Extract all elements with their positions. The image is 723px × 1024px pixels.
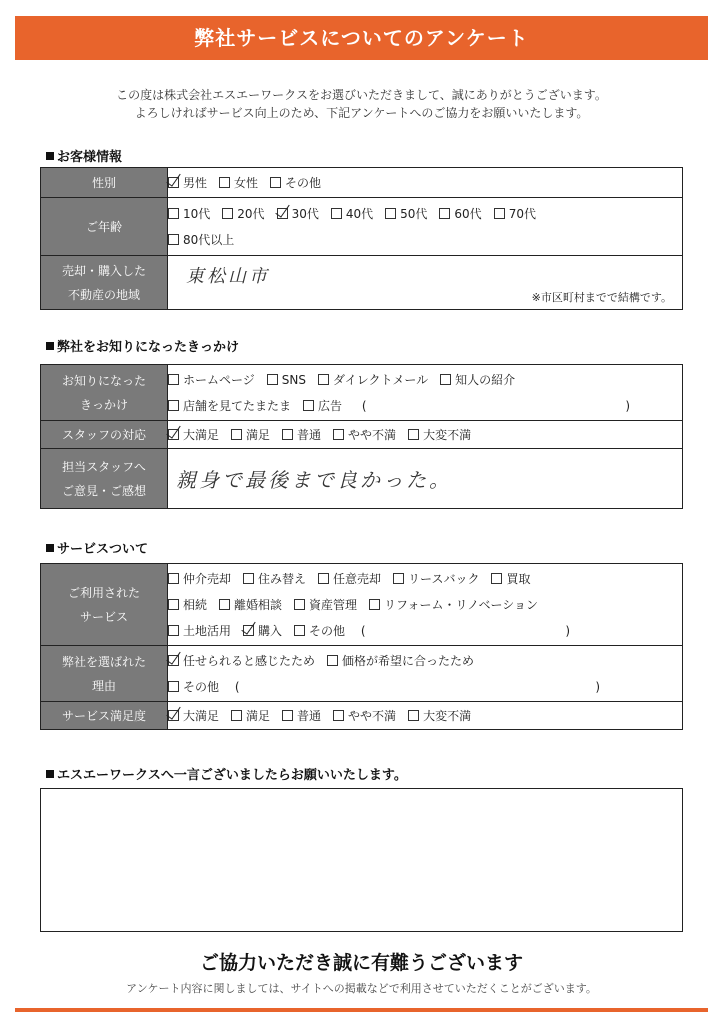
option-label: 30代 <box>291 206 319 221</box>
footnote-text: アンケート内容に関しましては、サイトへの掲載などで利用させていただくことがございます。 <box>126 982 597 995</box>
intro-text <box>40 86 683 122</box>
section-title-comment: エスエーワークスへ一言ございましたらお願いいたします。 <box>46 764 407 783</box>
option-label: 土地活用 <box>183 623 232 638</box>
staff-options <box>168 422 682 448</box>
used-options <box>168 566 682 592</box>
option-item[interactable] <box>333 422 396 448</box>
age-options-2 <box>168 227 682 253</box>
checkbox-icon[interactable] <box>408 710 419 721</box>
option-label: 任せられると感じたため <box>183 653 316 668</box>
checkbox-icon[interactable] <box>222 208 233 219</box>
option-item[interactable] <box>393 566 479 592</box>
page-title: 弊社サービスについてのアンケート <box>15 16 708 60</box>
option-item[interactable] <box>168 393 291 419</box>
option-label: 知人の紹介 <box>455 372 516 387</box>
checkbox-icon[interactable] <box>168 208 179 219</box>
age-options <box>168 201 682 227</box>
checkbox-icon[interactable] <box>303 400 314 411</box>
checkbox-icon[interactable] <box>393 573 404 584</box>
option-item[interactable] <box>168 618 231 644</box>
option-item[interactable] <box>168 170 207 196</box>
option-label: 広告 <box>318 398 343 413</box>
used-options-2 <box>168 592 682 618</box>
checkbox-icon[interactable] <box>333 710 344 721</box>
checkbox-icon[interactable] <box>168 681 179 692</box>
checkbox-icon[interactable] <box>231 429 242 440</box>
checkbox-icon[interactable] <box>270 177 281 188</box>
square-bullet-icon <box>46 544 54 552</box>
option-item[interactable] <box>277 201 319 227</box>
option-label: 20代 <box>237 206 265 221</box>
option-item[interactable] <box>331 201 373 227</box>
option-item[interactable] <box>219 592 282 618</box>
option-label: 男性 <box>183 175 208 190</box>
option-item[interactable] <box>333 703 396 729</box>
option-item[interactable] <box>294 592 357 618</box>
option-label: 大変不満 <box>423 708 472 723</box>
used-label: ご利用された サービス <box>41 564 168 646</box>
option-item[interactable] <box>408 422 471 448</box>
option-item[interactable] <box>270 170 321 196</box>
option-label: その他 <box>309 623 346 638</box>
reason-options-2 <box>168 674 682 700</box>
option-label: やや不満 <box>348 708 397 723</box>
checkbox-icon[interactable] <box>168 400 179 411</box>
checkbox-icon[interactable] <box>331 208 342 219</box>
used-options-3 <box>168 618 682 644</box>
how-paren-open: ( <box>361 398 367 413</box>
option-item[interactable] <box>168 201 210 227</box>
reason-paren-open: ( <box>234 679 240 694</box>
checkbox-icon[interactable] <box>231 710 242 721</box>
checkbox-icon[interactable] <box>318 573 329 584</box>
option-label: リースバック <box>408 571 480 586</box>
satisfaction-options <box>168 703 682 729</box>
checkbox-icon[interactable] <box>282 710 293 721</box>
option-item[interactable] <box>168 592 207 618</box>
option-label: SNS <box>281 372 306 387</box>
option-item[interactable] <box>168 674 219 700</box>
option-label: 普通 <box>297 708 322 723</box>
service-table <box>40 563 683 730</box>
reason-paren-close: ) <box>595 679 601 694</box>
option-label: 購入 <box>258 623 283 638</box>
thanks-text: ご協力いただき誠に有難うございます <box>199 952 523 974</box>
option-label: 大満足 <box>183 708 220 723</box>
square-bullet-icon <box>46 770 54 778</box>
option-item[interactable] <box>303 393 342 419</box>
intro-line-2: よろしければサービス向上のため、下記アンケートへのご協力をお願いいたします。 <box>134 106 589 120</box>
trigger-table <box>40 364 683 509</box>
how-options-2 <box>168 393 682 419</box>
option-item[interactable] <box>222 201 264 227</box>
checkbox-icon[interactable] <box>294 599 305 610</box>
checkbox-icon[interactable] <box>318 374 329 385</box>
checked-checkbox-icon[interactable] <box>277 208 288 219</box>
option-item[interactable] <box>369 592 538 618</box>
checked-checkbox-icon[interactable] <box>243 625 254 636</box>
impression-value: 親身で最後まで良かった。 <box>176 468 452 492</box>
option-item[interactable] <box>408 703 471 729</box>
checked-checkbox-icon[interactable] <box>168 177 179 188</box>
checkbox-icon[interactable] <box>267 374 278 385</box>
reason-options <box>168 648 682 674</box>
checkbox-icon[interactable] <box>219 177 230 188</box>
checked-checkbox-icon[interactable] <box>168 429 179 440</box>
option-label: 80代以上 <box>183 232 235 247</box>
used-paren-close: ) <box>565 623 571 638</box>
section-title-trigger: 弊社をお知りになったきっかけ <box>46 336 239 355</box>
checkbox-icon[interactable] <box>333 429 344 440</box>
area-label: 売却・購入した 不動産の地域 <box>41 256 168 310</box>
checkbox-icon[interactable] <box>168 599 179 610</box>
checkbox-icon[interactable] <box>294 625 305 636</box>
square-bullet-icon <box>46 152 54 160</box>
option-label: その他 <box>183 679 220 694</box>
option-item[interactable] <box>318 566 381 592</box>
option-item[interactable] <box>267 367 306 393</box>
staff-label: スタッフの対応 <box>41 421 168 449</box>
option-label: 普通 <box>297 427 322 442</box>
checkbox-icon[interactable] <box>168 374 179 385</box>
reason-label: 弊社を選ばれた 理由 <box>41 646 168 702</box>
option-label: 10代 <box>183 206 211 221</box>
option-label: 50代 <box>400 206 428 221</box>
option-label: 店舗を見てたまたま <box>183 398 292 413</box>
option-item[interactable] <box>231 422 270 448</box>
option-item[interactable] <box>168 227 234 253</box>
customer-info-table <box>40 167 683 310</box>
checkbox-icon[interactable] <box>282 429 293 440</box>
option-item[interactable] <box>491 566 530 592</box>
option-label: 離婚相談 <box>234 597 283 612</box>
option-item[interactable] <box>168 367 255 393</box>
checkbox-icon[interactable] <box>243 573 254 584</box>
comment-box[interactable] <box>40 788 683 932</box>
option-label: 満足 <box>246 427 271 442</box>
option-label: 40代 <box>345 206 374 221</box>
option-label: ホームページ <box>183 372 255 387</box>
area-value: 東松山市 <box>186 266 270 287</box>
option-item[interactable] <box>168 422 219 448</box>
option-item[interactable] <box>243 618 282 644</box>
option-label: 満足 <box>246 708 271 723</box>
option-item[interactable] <box>440 367 515 393</box>
intro-line-1: この度は株式会社エスエーワークスをお選びいただきまして、誠にありがとうございます。 <box>116 88 607 102</box>
checkbox-icon[interactable] <box>494 208 505 219</box>
option-label: 仲介売却 <box>183 571 232 586</box>
option-item[interactable] <box>243 566 306 592</box>
option-item[interactable] <box>231 703 270 729</box>
checkbox-icon[interactable] <box>327 655 338 666</box>
option-item[interactable] <box>282 422 321 448</box>
option-label: 価格が希望に合ったため <box>342 653 475 668</box>
option-item[interactable] <box>327 648 474 674</box>
checkbox-icon[interactable] <box>408 429 419 440</box>
option-item[interactable] <box>439 201 481 227</box>
used-paren-open: ( <box>360 623 366 638</box>
option-item[interactable] <box>494 201 536 227</box>
how-paren-close: ) <box>625 398 631 413</box>
option-label: 70代 <box>508 206 536 221</box>
checked-checkbox-icon[interactable] <box>168 655 179 666</box>
gender-label: 性別 <box>41 168 168 198</box>
checkbox-icon[interactable] <box>168 625 179 636</box>
bottom-accent-line <box>15 1008 708 1012</box>
option-label: その他 <box>285 175 322 190</box>
option-label: 相続 <box>183 597 208 612</box>
option-item[interactable] <box>168 703 219 729</box>
checkbox-icon[interactable] <box>219 599 230 610</box>
square-bullet-icon <box>46 342 54 350</box>
gender-options <box>168 170 682 196</box>
option-label: 60代 <box>454 206 482 221</box>
option-item[interactable] <box>219 170 258 196</box>
option-item[interactable] <box>385 201 427 227</box>
option-item[interactable] <box>282 703 321 729</box>
option-label: 大変不満 <box>423 427 472 442</box>
area-note: ※市区町村までで結構です。 <box>531 291 672 304</box>
impression-label: 担当スタッフへ ご意見・ご感想 <box>41 449 168 509</box>
option-label: 大満足 <box>183 427 220 442</box>
checked-checkbox-icon[interactable] <box>168 710 179 721</box>
checkbox-icon[interactable] <box>168 234 179 245</box>
checkbox-icon[interactable] <box>491 573 502 584</box>
option-label: リフォーム・リノベーション <box>384 597 539 612</box>
how-label: お知りになった きっかけ <box>41 365 168 421</box>
checkbox-icon[interactable] <box>439 208 450 219</box>
option-label: 任意売却 <box>333 571 382 586</box>
age-label: ご年齢 <box>41 198 168 256</box>
option-item[interactable] <box>168 566 231 592</box>
checkbox-icon[interactable] <box>369 599 380 610</box>
satisfaction-label: サービス満足度 <box>41 702 168 730</box>
option-item[interactable] <box>318 367 428 393</box>
option-item[interactable] <box>294 618 345 644</box>
how-options <box>168 367 682 393</box>
checkbox-icon[interactable] <box>168 573 179 584</box>
option-label: ダイレクトメール <box>332 372 429 387</box>
option-label: 買取 <box>506 571 531 586</box>
option-label: 資産管理 <box>309 597 358 612</box>
section-title-service: サービスついて <box>46 538 148 557</box>
option-item[interactable] <box>168 648 315 674</box>
section-title-customer: お客様情報 <box>46 146 122 165</box>
option-label: 女性 <box>234 175 259 190</box>
option-label: やや不満 <box>348 427 397 442</box>
checkbox-icon[interactable] <box>385 208 396 219</box>
checkbox-icon[interactable] <box>440 374 451 385</box>
option-label: 住み替え <box>258 571 307 586</box>
